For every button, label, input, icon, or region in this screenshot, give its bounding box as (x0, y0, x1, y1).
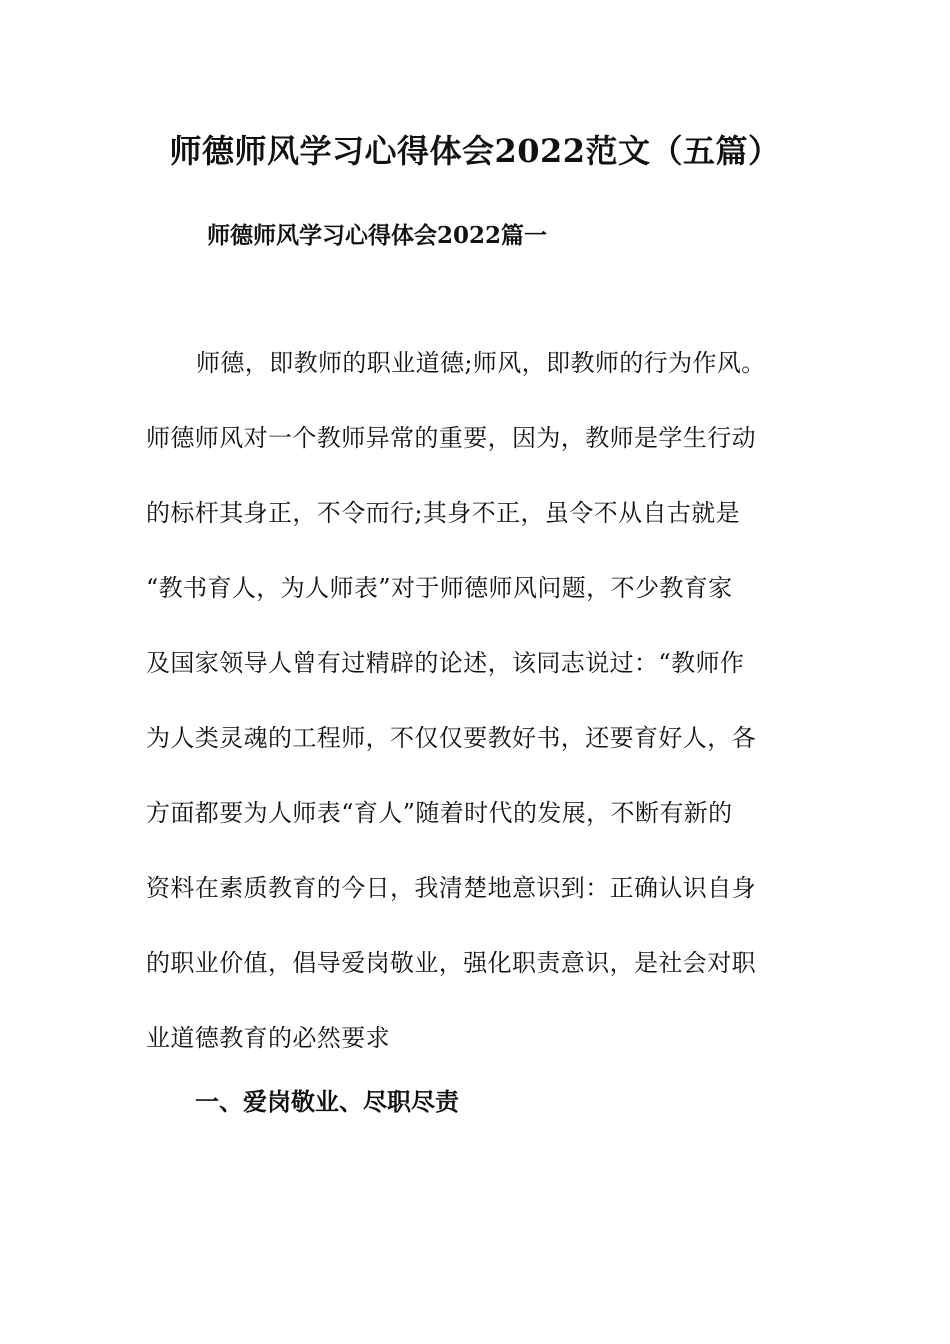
sub-heading: 一、爱岗敬业、尽职尽责 (195, 1087, 459, 1116)
paragraph-line: 师德师风对一个教师异常的重要，因为，教师是学生行动 (146, 424, 756, 452)
paragraph-line: 方面都要为人师表“育人”随着时代的发展，不断有新的 (146, 799, 733, 827)
paragraph-line: 的标杆其身正，不令而行;其身不正，虽令不从自古就是 (146, 499, 741, 527)
paragraph-line: 资料在素质教育的今日，我清楚地意识到：正确认识自身 (146, 874, 756, 902)
body-paragraph (146, 343, 796, 1093)
paragraph-line: 及国家领导人曾有过精辟的论述，该同志说过：“教师作 (146, 649, 745, 677)
section-title: 师德师风学习心得体会2022篇一 (207, 222, 548, 249)
paragraph-line: 师德，即教师的职业道德;师风，即教师的行为作风。 (196, 349, 766, 377)
paragraph-line: 为人类灵魂的工程师，不仅仅要教好书，还要育好人，各 (146, 724, 756, 752)
document-title: 师德师风学习心得体会2022范文（五篇） (169, 132, 781, 170)
paragraph-line: 的职业价值，倡导爱岗敬业，强化职责意识，是社会对职 (146, 949, 756, 977)
paragraph-line: 业道德教育的必然要求 (146, 1024, 390, 1052)
paragraph-line: “教书育人，为人师表”对于师德师风问题，不少教育家 (146, 574, 733, 602)
